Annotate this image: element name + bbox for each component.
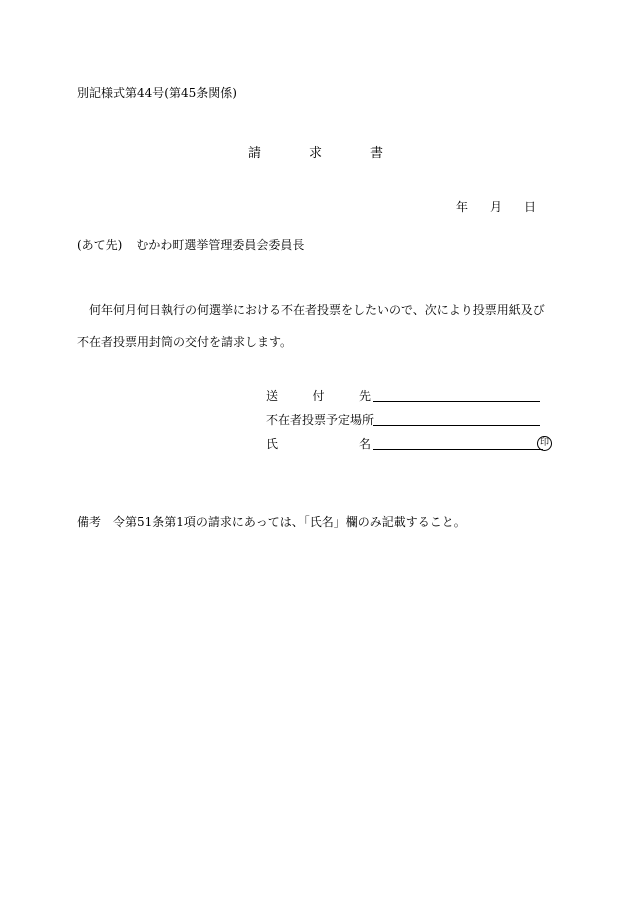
name-label-char-1: 氏 <box>266 437 279 451</box>
title-char-1: 請 <box>248 146 262 161</box>
send-to-label-char-1: 送 <box>266 389 279 403</box>
addressee-prefix: (あて先) <box>77 238 123 252</box>
send-to-label-char-3: 先 <box>358 389 371 403</box>
document-title <box>248 142 383 161</box>
voting-place-field <box>266 411 375 428</box>
send-to-field <box>266 387 371 404</box>
voting-place-label: 不在者投票予定場所 <box>266 413 375 427</box>
name-field <box>266 435 549 452</box>
name-label <box>266 435 371 452</box>
request-body-text: 何年何月何日執行の何選挙における不在者投票をしたいので、次により投票用紙及び不在者投票用封筒の交付を請求します。 <box>77 303 545 349</box>
title-char-2: 求 <box>309 146 323 161</box>
addressee-name: むかわ町選挙管理委員会委員長 <box>136 238 305 252</box>
send-to-label-char-2: 付 <box>312 389 325 403</box>
date-year-label: 年 <box>456 200 469 214</box>
name-input-line[interactable] <box>373 449 543 450</box>
voting-place-input-line[interactable] <box>373 425 540 426</box>
title-char-3: 書 <box>370 146 384 161</box>
remarks-label: 備考 <box>77 515 102 529</box>
send-to-input-line[interactable] <box>373 401 540 402</box>
date-month-label: 月 <box>490 200 503 214</box>
seal-mark-icon: 印 <box>537 436 552 451</box>
send-to-label <box>266 387 371 404</box>
name-label-char-2: 名 <box>358 437 371 451</box>
date-day-label: 日 <box>524 200 537 214</box>
form-number: 別記様式第44号(第45条関係) <box>77 86 237 100</box>
remarks <box>77 513 466 530</box>
date-line <box>456 198 536 215</box>
remarks-text: 令第51条第1項の請求にあっては、「氏名」欄のみ記載すること。 <box>113 515 466 529</box>
addressee <box>77 236 304 253</box>
